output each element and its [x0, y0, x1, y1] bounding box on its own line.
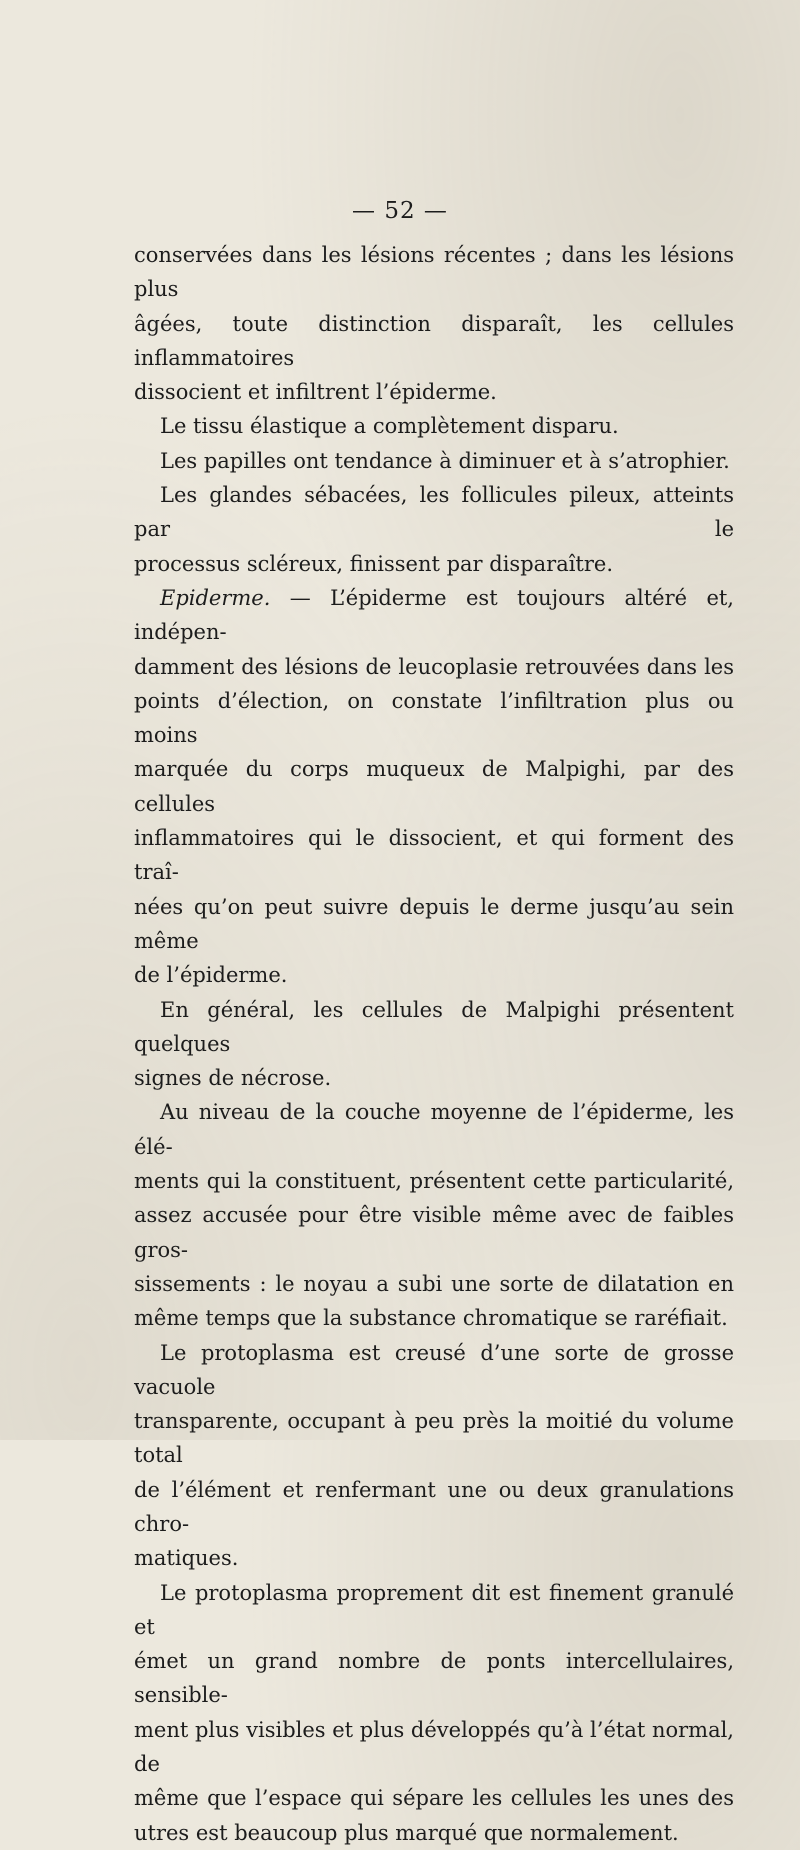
text-line: Les glandes sébacées, les follicules pileux, atteints par le [134, 483, 734, 542]
text-line: sissements : le noyau a subi une sorte de dilatation en [134, 1271, 734, 1296]
text-line: âgées, toute distinction disparaît, les cellules inflammatoires [134, 311, 734, 370]
text-line: processus scléreux, finissent par disparaître. [134, 551, 614, 576]
text-line: ments qui la constituent, présentent cette particularité, [134, 1169, 734, 1194]
text-line: signes de nécrose. [134, 1066, 332, 1091]
text-line: même temps que la substance chromatique se raréfiait. [134, 1306, 728, 1331]
text-line: inflammatoires qui le dissocient, et qui forment des traî- [134, 826, 734, 885]
text-line: assez accusée pour être visible même avec de faibles gros- [134, 1203, 734, 1262]
text-line: Le protoplasma proprement dit est finement granulé et [134, 1580, 734, 1639]
text-line: émet un grand nombre de ponts intercellulaires, sensible- [134, 1649, 734, 1708]
text-line: dissocient et infiltrent l’épiderme. [134, 380, 497, 405]
page-number: — 52 — [352, 198, 448, 224]
text-line: conservées dans les lésions récentes ; dans les lésions plus [134, 243, 734, 302]
text-line: Les papilles ont tendance à diminuer et à s’atrophier. [160, 448, 730, 473]
text-line: même que l’espace qui sépare les cellules les unes des [134, 1786, 734, 1811]
text-line: matiques. [134, 1546, 239, 1571]
text-line: utres est beaucoup plus marqué que normalement. [134, 1820, 679, 1845]
text-line: Le tissu élastique a complètement disparu. [160, 414, 619, 439]
body-text [134, 238, 734, 1850]
text-line: Au niveau de la couche moyenne de l’épiderme, les élé- [134, 1100, 734, 1159]
text-line: En général, les cellules de Malpighi présentent quelques [134, 997, 734, 1056]
text-line: transparente, occupant à peu près la moitié du volume total [134, 1409, 734, 1468]
text-line: ment plus visibles et plus développés qu’à l’état normal, de [134, 1717, 734, 1777]
text-line: de l’épiderme. [134, 963, 288, 988]
text-line: nées qu’on peut suivre depuis le derme jusqu’au sein même [134, 894, 734, 953]
text-line: Le protoplasma est creusé d’une sorte de grosse vacuole [134, 1340, 734, 1399]
text-line [134, 581, 734, 650]
text-line: marquée du corps muqueux de Malpighi, par des cellules [134, 757, 734, 816]
text-line: de l’élément et renfermant une ou deux granulations chro- [134, 1477, 734, 1536]
text-line: damment des lésions de leucoplasie retrouvées dans les [134, 654, 734, 679]
text-line-content: — L’épiderme est toujours altéré et, indépen- [134, 585, 734, 645]
text-line: points d’élection, on constate l’infiltration plus ou moins [134, 688, 734, 748]
section-heading: Epiderme. [160, 585, 271, 610]
